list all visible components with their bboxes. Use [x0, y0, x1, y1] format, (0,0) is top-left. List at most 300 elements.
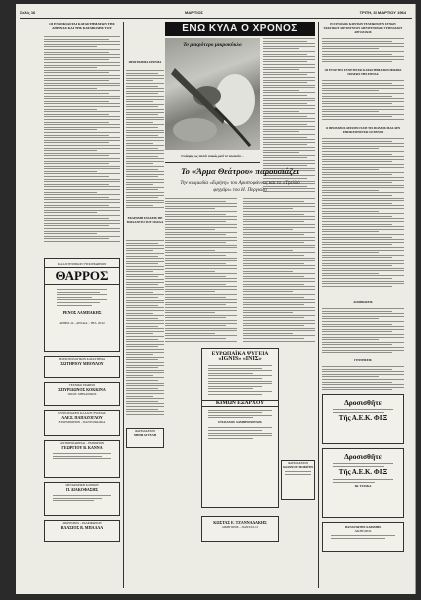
text-line: [126, 171, 164, 172]
text-line: [126, 248, 164, 249]
text-line: [165, 304, 226, 305]
text-line: [126, 240, 164, 241]
newspaper-name: ΜΑΡΤΙΟΣ: [185, 10, 203, 15]
text-line: [44, 150, 97, 151]
text-line: [322, 379, 404, 380]
text-line: [243, 284, 304, 285]
ad-fix-brand-2: Τῆς Α.Ε.Κ. ΦΙΞ: [338, 468, 388, 477]
text-line: [243, 255, 304, 256]
text-line: [322, 237, 392, 238]
text-line: [165, 310, 237, 311]
text-line: [44, 49, 120, 50]
text-line: [322, 275, 404, 276]
ad-mylos: [44, 482, 120, 516]
text-line: [322, 371, 404, 372]
ad-psygeia-contact: ΣΤΙΛΙΑΝΟΣ ΛΑΜΠΡΟΠΟΥΛΟΣ: [218, 420, 262, 425]
text-line: [165, 317, 226, 318]
text-line: [165, 268, 237, 269]
text-line: [44, 62, 120, 63]
text-line: [126, 354, 153, 355]
text-line: [126, 158, 164, 159]
ad-kokkina-sub: ΠΟΛΙΤ. ΜΗΧΑΝΙΚΟΣ: [67, 392, 97, 396]
text-line: [322, 211, 379, 212]
text-line: [126, 187, 164, 188]
text-line: [165, 297, 226, 298]
text-line: [44, 96, 120, 97]
text-line: [126, 414, 164, 415]
text-line: [165, 260, 237, 261]
text-line: [126, 169, 158, 170]
text-line: [322, 384, 404, 385]
text-line: [263, 142, 315, 143]
text-line: [126, 333, 153, 334]
text-line: [165, 273, 237, 274]
section-deaths: ΑΠΟΒΙΩΣΕΙΣ: [353, 300, 373, 304]
text-line: [243, 271, 293, 272]
text-line: [44, 46, 97, 47]
text-line: [243, 338, 304, 339]
text-line: [44, 197, 109, 198]
subhead-arma: Την κωμωδία «Ειρήνη» του Αριστοφάνους και το «Τρελλό φεγγάρι» του Η. Περγιαλη: [180, 180, 300, 193]
text-line: [126, 313, 153, 314]
banner-heading: ΕΝΩ ΚΥΛΑ Ο ΧΡΟΝΟΣ: [165, 22, 315, 36]
text-line: [165, 294, 237, 295]
ad-dasos-sub: ΞΥΛΕΜΠΟΡΙΟΝ – ΠΑΝΤΟΠΩΛΙΚΑ: [58, 420, 106, 424]
text-line: [126, 101, 153, 102]
text-line: [243, 214, 304, 215]
text-line: [263, 150, 315, 151]
text-line: [126, 396, 153, 397]
text-line: [263, 41, 307, 42]
text-line: [165, 281, 237, 282]
text-line: [165, 232, 237, 233]
text-line: [44, 78, 120, 79]
right-body-5: [322, 366, 404, 392]
ad-kanna-top: ΑΝΤΙΠΡΟΣΩΠΕΙΑΙ – ΕΜΠΟΡΙΟΝ: [59, 441, 105, 445]
text-line: [44, 223, 120, 224]
text-line: [126, 182, 164, 183]
text-line: [263, 54, 307, 55]
text-line: [165, 198, 237, 199]
ad-tharros-address: ΑΡΙΘΜ. 24 – ΑΡΧΑΙΑ – ΤΗΛ. 26.02: [59, 320, 105, 325]
text-line: [322, 252, 379, 253]
text-line: [44, 228, 120, 229]
text-line: [165, 206, 237, 207]
text-line: [165, 208, 215, 209]
text-line: [322, 56, 404, 57]
ad-mpalla-top: ΔΙΚΗΓΟΡΟΣ – ΡΑΔΙΟΦΩΝΟΝ: [62, 521, 102, 525]
text-line: [126, 258, 164, 259]
text-line: [243, 232, 315, 233]
text-line: [126, 380, 158, 381]
text-line: [126, 179, 164, 180]
text-line: [126, 297, 158, 298]
text-line: [126, 367, 158, 368]
text-line: [263, 121, 315, 122]
text-line: [44, 101, 109, 102]
text-line: [44, 140, 120, 141]
text-line: [44, 59, 109, 60]
ad-fix-1: [322, 394, 404, 444]
text-line: [243, 320, 315, 321]
text-line: [44, 85, 120, 86]
text-line: [243, 203, 315, 204]
running-header: [20, 9, 412, 17]
text-line: [263, 113, 315, 114]
ad-tzani-sub: ΔΙΚΗΓΟΡΟΣ – ΠΑΝ/ΣΤΑ 12: [221, 525, 259, 529]
left-column: [44, 22, 120, 588]
text-line: [126, 132, 164, 133]
text-line: [322, 234, 404, 235]
text-line: [322, 326, 404, 327]
text-line: [165, 255, 226, 256]
text-line: [126, 184, 153, 185]
text-line: [126, 320, 164, 321]
text-line: [322, 174, 392, 175]
text-line: [243, 250, 293, 251]
text-line: [126, 302, 164, 303]
text-line: [263, 64, 315, 65]
text-line: [44, 171, 97, 172]
article-photo: [165, 38, 260, 150]
text-line: [126, 148, 158, 149]
text-line: [243, 252, 315, 253]
text-line: [322, 192, 404, 193]
text-line: [44, 202, 120, 203]
text-line: [263, 137, 307, 138]
text-line: [126, 83, 164, 84]
ad-xarami-top: ΠΑΝΑΓΙΩΤΗΣ ΧΑΡΑΜΗΣ: [344, 525, 382, 529]
text-line: [243, 258, 315, 259]
ad-tharros: [44, 258, 120, 352]
text-line: [126, 318, 158, 319]
text-line: [165, 307, 237, 308]
text-line: [322, 159, 404, 160]
ad-psygeia: [201, 348, 279, 508]
text-line: [126, 261, 164, 262]
text-line: [126, 207, 164, 208]
text-line: [322, 103, 392, 104]
ad-kokkina-top: ΤΕΧΝΙΚΟ ΓΡΑΦΕΙΟ: [68, 383, 96, 387]
text-line: [165, 289, 237, 290]
text-line: [243, 206, 315, 207]
text-line: [165, 211, 237, 212]
text-line: [322, 213, 404, 214]
text-line: [126, 86, 158, 87]
text-line: [243, 312, 293, 313]
text-line: [322, 339, 379, 340]
text-line: [165, 328, 237, 329]
text-line: [322, 61, 392, 62]
text-line: [322, 369, 392, 370]
text-line: [263, 85, 315, 86]
ad-xarami-sub: ΔΙΚΗΓΟΡΟΣ: [354, 529, 372, 533]
right-body-4: [322, 308, 404, 355]
text-line: [243, 265, 315, 266]
text-line: [44, 93, 109, 94]
text-line: [44, 109, 97, 110]
text-line: [322, 273, 379, 274]
text-line: [126, 365, 164, 366]
text-line: [165, 291, 215, 292]
text-line: [322, 270, 404, 271]
text-line: [322, 311, 392, 312]
left-headline: ΟΙ ΕΝΟΙΚΙΑΣΤΑΙ ΚΑΤΑΣΤΗΜΑΤΩΝ ΤΗΣ ΑΘΗΝΑΣ ΚΑΙ ΤΗΣ ΚΑΤΑΒΟΛΗΣ ΤΟΥ: [49, 22, 115, 30]
text-line: [44, 205, 109, 206]
text-line: [126, 406, 164, 407]
text-line: [44, 132, 120, 133]
text-line: [44, 168, 120, 169]
text-line: [126, 377, 164, 378]
text-line: [44, 233, 97, 234]
text-line: [44, 173, 120, 174]
text-line: [322, 38, 404, 39]
text-line: [126, 140, 164, 141]
text-line: [322, 172, 404, 173]
text-line: [44, 41, 120, 42]
text-line: [165, 237, 237, 238]
text-line: [322, 83, 392, 84]
text-line: [243, 198, 315, 199]
text-line: [322, 255, 404, 256]
text-line: [243, 240, 315, 241]
text-line: [243, 247, 315, 248]
text-line: [126, 326, 158, 327]
text-line: [263, 116, 307, 117]
text-line: [322, 316, 404, 317]
ad-psygeia-title: ΕΥΡΩΠΑΪΚΑ ΨΥΓΕΙΑ: [211, 351, 269, 357]
header-rule: [20, 18, 412, 19]
text-line: [126, 96, 164, 97]
text-line: [322, 59, 404, 60]
text-line: [44, 207, 120, 208]
text-line: [44, 145, 120, 146]
right-column: [322, 22, 404, 588]
text-line: [263, 126, 315, 127]
text-line: [243, 201, 304, 202]
text-line: [126, 163, 153, 164]
text-line: [126, 119, 164, 120]
text-line: [165, 323, 237, 324]
text-line: [165, 315, 237, 316]
text-line: [243, 273, 315, 274]
text-line: [263, 131, 299, 132]
text-line: [44, 161, 120, 162]
text-line: [263, 98, 315, 99]
text-line: [126, 200, 164, 201]
ad-mpoulos-name: ΣΩΤΗΡΙΟΥ ΜΠΟΥΛΟΥ: [60, 361, 104, 366]
text-line: [126, 279, 164, 280]
text-line: [126, 294, 164, 295]
text-line: [44, 210, 120, 211]
right-headline-3: Ο ΠΡΟΕΔΡΟΣ ΔΕΙΧΝΕΙ ΓΙΑΤΙ ΤΙΣ ΠΟΛΕΙΣ ΜΑΣ ΔΕΝ ΕΠΙΣΚΕΠΤΟΝΤΑΙ ΟΙ ΞΕΝΟΙ: [325, 126, 401, 134]
text-line: [243, 315, 315, 316]
text-line: [126, 370, 164, 371]
ad-tharros-title: ΘΑΡΡΟΣ: [45, 267, 119, 285]
text-line: [165, 278, 237, 279]
ad-mpalla: [44, 520, 120, 542]
text-line: [322, 321, 404, 322]
text-line: [263, 74, 307, 75]
text-line: [126, 197, 158, 198]
text-line: [126, 176, 158, 177]
text-line: [165, 234, 226, 235]
ad-meti-name: ΝΗΘΗ ΑΓΓΕΛΗ: [133, 433, 157, 437]
text-line: [165, 286, 237, 287]
headline-arma-theatrou: Το «Άρμα Θεάτρου» παρουσιάζει: [181, 166, 299, 176]
text-line: [126, 80, 153, 81]
text-line: [322, 200, 404, 201]
text-line: [322, 167, 404, 168]
text-line: [263, 38, 315, 39]
text-line: [126, 75, 164, 76]
text-line: [322, 347, 404, 348]
ad-meti: [126, 428, 164, 448]
text-line: [126, 346, 158, 347]
text-line: [322, 51, 404, 52]
text-line: [165, 265, 237, 266]
text-line: [165, 325, 226, 326]
text-line: [243, 335, 315, 336]
text-line: [126, 124, 164, 125]
text-line: [126, 88, 164, 89]
ad-tharros-sub: ΚΑΛΛΙΤΕΧΝΙΚΟΝ ΤΥΠΟΓΡΑΦΕΙΟΝ: [57, 262, 107, 266]
ad-mpalla-name: ΒΛΑΣΙΟΣ Β. ΜΠΑΛΛΑ: [60, 525, 104, 530]
text-line: [165, 247, 237, 248]
text-line: [44, 80, 109, 81]
text-line: [44, 192, 97, 193]
text-line: [126, 137, 164, 138]
center-left-body: [126, 70, 164, 210]
text-line: [263, 59, 315, 60]
text-line: [322, 54, 392, 55]
text-line: [263, 90, 299, 91]
text-line: [322, 308, 404, 309]
text-line: [126, 93, 158, 94]
text-line: [263, 100, 315, 101]
text-line: [322, 187, 404, 188]
text-line: [322, 90, 379, 91]
text-line: [165, 302, 237, 303]
text-line: [126, 202, 164, 203]
left-article-body: [44, 36, 120, 244]
ad-fix-2: [322, 448, 404, 518]
text-line: [126, 328, 164, 329]
text-line: [165, 219, 237, 220]
text-line: [44, 236, 120, 237]
text-line: [243, 227, 315, 228]
text-line: [243, 304, 304, 305]
text-line: [44, 114, 109, 115]
text-line: [322, 242, 404, 243]
text-line: [126, 135, 158, 136]
text-line: [126, 156, 158, 157]
text-line: [263, 160, 315, 161]
ad-fix-title: Δροσισθῆτε: [344, 398, 382, 407]
text-line: [44, 127, 120, 128]
text-line: [126, 91, 164, 92]
ad-meti-top: ΦΑΡΜΑΚΕΙΟΝ: [134, 429, 156, 433]
text-line: [44, 111, 120, 112]
text-line: [263, 87, 315, 88]
text-line: [44, 135, 109, 136]
ad-fix-brand: Τῆς Α.Ε.Κ. ΦΙΞ: [338, 414, 388, 423]
text-line: [44, 199, 120, 200]
text-line: [263, 103, 307, 104]
text-line: [44, 238, 109, 239]
text-line: [243, 302, 315, 303]
child-climbing-illustration: [165, 38, 260, 150]
text-line: [322, 231, 379, 232]
text-line: [44, 116, 120, 117]
text-line: [322, 154, 392, 155]
text-line: [322, 98, 404, 99]
ad-xarami: [322, 522, 404, 552]
text-line: [322, 43, 404, 44]
text-line: [322, 239, 404, 240]
text-line: [322, 161, 392, 162]
center-column: [165, 22, 315, 588]
text-line: [322, 48, 379, 49]
text-line: [263, 82, 307, 83]
ad-tharros-lines: [57, 289, 107, 306]
text-line: [44, 158, 120, 159]
text-line: [44, 218, 109, 219]
text-line: [243, 328, 315, 329]
text-line: [322, 177, 404, 178]
text-line: [126, 300, 164, 301]
text-line: [126, 388, 158, 389]
text-line: [126, 349, 164, 350]
text-line: [126, 359, 158, 360]
text-line: [263, 48, 299, 49]
text-line: [126, 109, 164, 110]
text-line: [165, 227, 237, 228]
text-line: [126, 372, 164, 373]
text-line: [165, 271, 215, 272]
text-line: [126, 305, 158, 306]
ad-mpoulos-top: ΗΛΕΚΤΡΟΛΟΓΙΚΟΝ ΚΑΤΑΣΤΗΜΑ: [58, 357, 106, 361]
ad-tharros-owner: ΡΕΝΟΣ ΛΑΜΠΑΚΗΣ: [62, 309, 102, 315]
text-line: [243, 281, 315, 282]
text-line: [322, 143, 404, 144]
text-line: [44, 186, 120, 187]
text-line: [263, 46, 315, 47]
text-line: [165, 216, 237, 217]
text-line: [126, 99, 164, 100]
text-line: [263, 51, 315, 52]
right-headline: Η ΣΥΝΟΔΟΣ ΚΛΕΙΤΩΝ ΤΕΛΕΙΩΝΟΥΝ ΣΥΝΩΝ ΤΑΚΤΙΚΟΥ ΔΙΕΥΘΥΝΤΟΥ ΔΙΕΥΘΥΝΣΕΩΣ ΓΥΜΝΑΣΙΟΥ ΑΡΓΟΛΙΔΟΣ: [323, 22, 403, 34]
text-line: [126, 276, 158, 277]
text-line: [322, 164, 404, 165]
ad-moraiti-name: ΙΩΑΝΝΟΥ ΜΟΡΑΪΤΗ: [283, 465, 313, 469]
ad-dasos-top: ΣΥΝΕΔΡΙΑΣΕΙΣ ΚΛΑΔΟΥ ΞΥΛΕΙΑΣ: [58, 411, 106, 415]
text-line: [126, 266, 164, 267]
text-line: [322, 265, 392, 266]
text-line: [263, 61, 307, 62]
text-line: [322, 203, 392, 204]
text-line: [243, 229, 293, 230]
text-line: [44, 103, 120, 104]
text-line: [322, 141, 392, 142]
text-line: [263, 124, 307, 125]
text-line: [165, 276, 226, 277]
photo-under-caption: Ο κόσμος ως ταυτόν τελικώς μετά τα τελευταία ...: [181, 154, 244, 158]
text-line: [126, 253, 164, 254]
text-line: [322, 337, 404, 338]
text-line: [263, 144, 307, 145]
text-line: [322, 286, 392, 287]
